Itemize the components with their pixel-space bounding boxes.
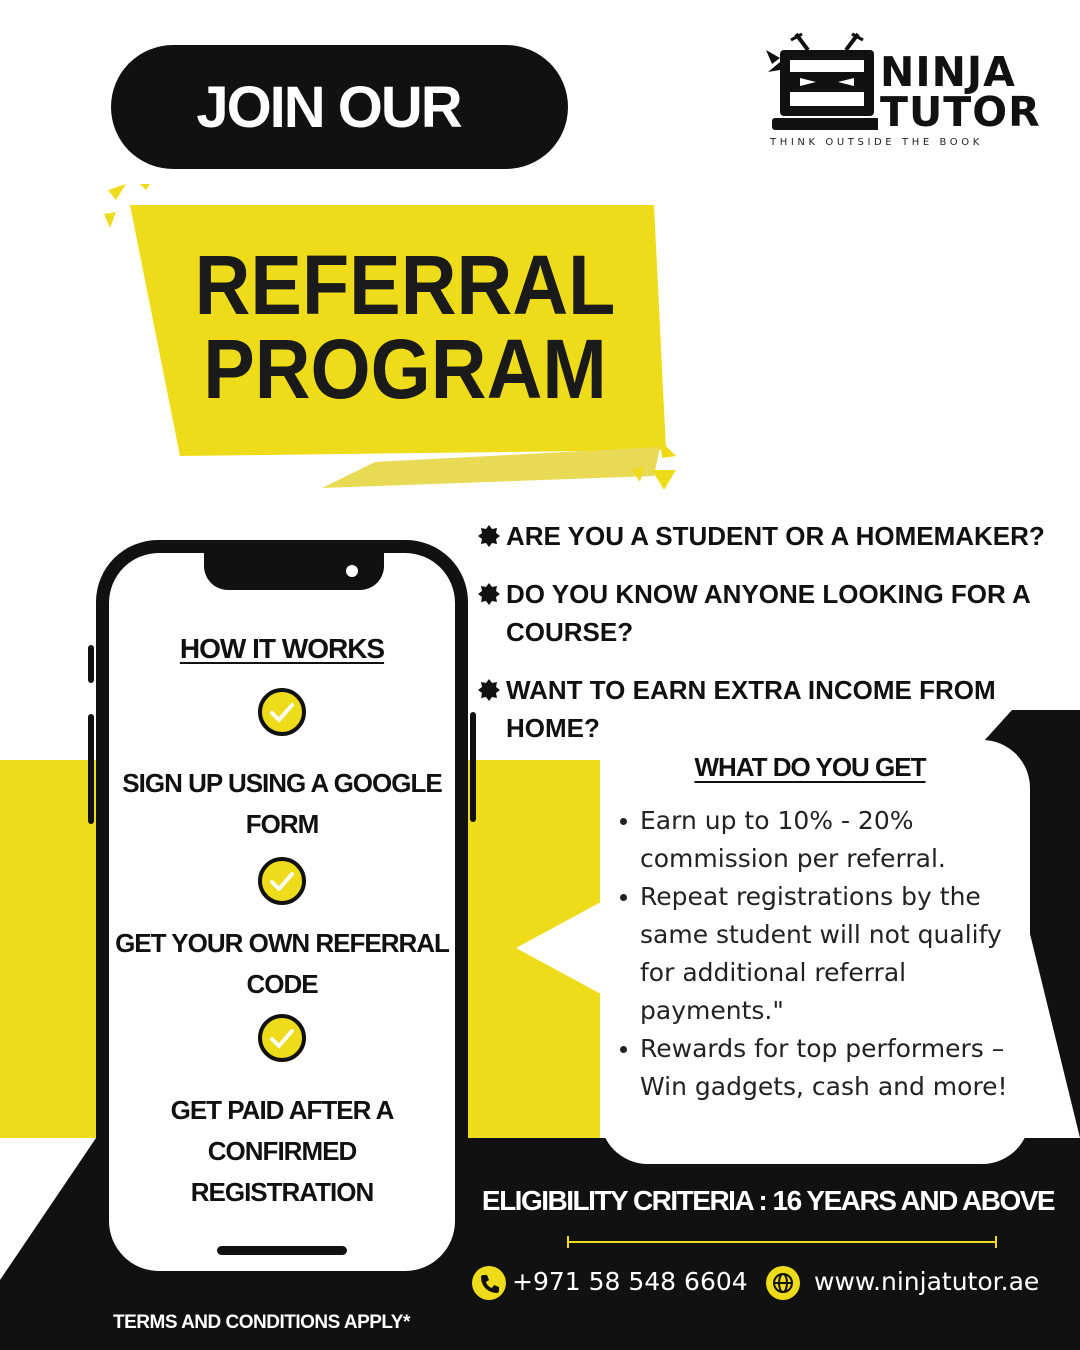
eligibility-criteria: ELIGIBILITY CRITERIA : 16 YEARS AND ABOVE bbox=[481, 1185, 1055, 1216]
benefit-item: Rewards for top performers – Win gadgets, cash and more! bbox=[620, 1030, 1030, 1106]
benefit-list bbox=[620, 802, 1030, 1106]
accent-triangle bbox=[652, 470, 676, 490]
accent-triangle bbox=[108, 184, 126, 200]
logo-tagline: THINK OUTSIDE THE BOOK bbox=[770, 137, 983, 148]
camera-dot bbox=[346, 565, 358, 577]
logo-line-ninja: NINJA bbox=[880, 48, 1016, 96]
join-our-label: JOIN OUR bbox=[196, 74, 461, 140]
question-item bbox=[478, 517, 1078, 555]
join-our-badge bbox=[111, 45, 568, 169]
home-indicator bbox=[217, 1246, 347, 1255]
hero-title bbox=[180, 238, 631, 416]
ninja-laptop-icon bbox=[766, 30, 878, 132]
check-icon bbox=[257, 856, 307, 906]
benefit-item: Earn up to 10% - 20% commission per referral. bbox=[620, 802, 1030, 878]
question-text: DO YOU KNOW ANYONE LOOKING FOR A COURSE? bbox=[506, 579, 1030, 647]
phone-number[interactable]: +971 58 548 6604 bbox=[512, 1267, 748, 1296]
question-item bbox=[478, 575, 1078, 651]
how-it-works-title: HOW IT WORKS bbox=[179, 633, 385, 664]
check-icon bbox=[257, 687, 307, 737]
badge-bullet-icon bbox=[478, 525, 500, 547]
phone-mockup bbox=[96, 540, 468, 1284]
title-line-program: PROGRAM bbox=[203, 322, 607, 416]
phone-side-button bbox=[88, 645, 94, 683]
terms-notice: TERMS AND CONDITIONS APPLY* bbox=[113, 1312, 410, 1333]
question-item bbox=[478, 671, 1078, 747]
phone-icon bbox=[472, 1266, 506, 1300]
question-text: ARE YOU A STUDENT OR A HOMEMAKER? bbox=[506, 521, 1045, 551]
globe-icon bbox=[766, 1266, 800, 1300]
website-link[interactable]: www.ninjatutor.ae bbox=[814, 1267, 1040, 1296]
accent-triangle bbox=[660, 440, 676, 458]
phone-side-button bbox=[470, 712, 476, 822]
badge-bullet-icon bbox=[478, 583, 500, 605]
phone-side-button bbox=[88, 714, 94, 824]
step-sign-up: SIGN UP USING A GOOGLE FORM bbox=[122, 768, 442, 839]
step-referral-code: GET YOUR OWN REFERRAL CODE bbox=[115, 928, 449, 999]
what-you-get-title: WHAT DO YOU GET bbox=[694, 752, 926, 782]
title-line-referral: REFERRAL bbox=[194, 238, 616, 332]
logo-line-tutor: TUTOR bbox=[880, 88, 1041, 136]
what-you-get-bubble bbox=[600, 740, 1030, 1164]
phone-notch bbox=[204, 552, 384, 590]
question-list bbox=[478, 517, 1078, 767]
accent-triangle bbox=[104, 212, 116, 228]
divider-line bbox=[567, 1236, 997, 1248]
badge-bullet-icon bbox=[478, 679, 500, 701]
question-text: WANT TO EARN EXTRA INCOME FROM HOME? bbox=[506, 675, 996, 743]
ninja-tutor-logo bbox=[762, 30, 1041, 150]
benefit-item: Repeat registrations by the same student will not qualify for additional referral payments." bbox=[620, 878, 1030, 1030]
accent-triangle bbox=[140, 184, 150, 190]
check-icon bbox=[257, 1013, 307, 1063]
step-get-paid: GET PAID AFTER A CONFIRMED REGISTRATION bbox=[170, 1095, 394, 1207]
phone-screen bbox=[109, 553, 455, 1271]
